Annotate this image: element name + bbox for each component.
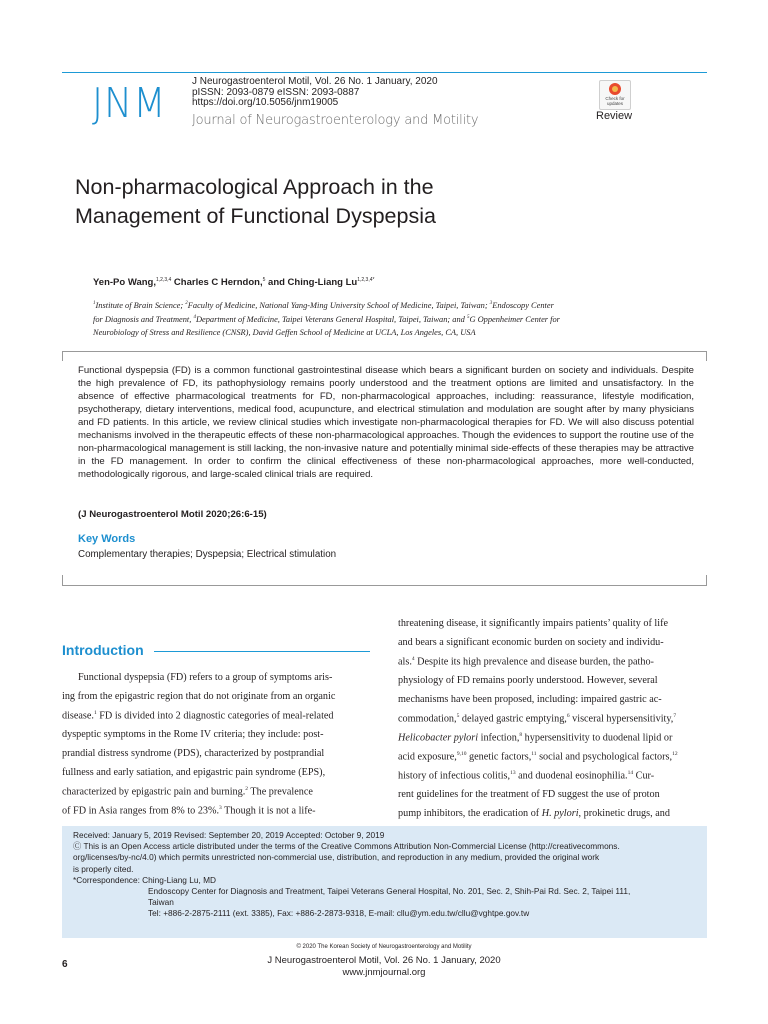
affiliation-line-1: $^1$Institute of Brain Science; $^2$Faculty of Medicine, National Yang-Ming University School of Medicine, Taipei, Taiwan; $^3$Endoscopy Center	[93, 300, 554, 310]
body-line: ing from the epigastric region that do not originate from an organic	[62, 691, 336, 702]
author-list	[93, 277, 374, 288]
abstract-frame-corner	[62, 351, 63, 361]
body-line: Helicobacter pylori infection,$^8$ hypersensitivity to duodenal lipid or	[398, 732, 673, 744]
badge-label: Check for updates	[605, 96, 625, 106]
abstract-text: Functional dyspepsia (FD) is a common functional gastrointestinal disease which bears a significant burden on society and individuals. Despite the high prevalence of FD, its pathophysiology remains poorly understood and the treatment options are limited and unsatisfactory. In the absence of effective pharmacological treatments for FD, non-pharmacological approaches, including: reassurance, lifestyle modification, psychotherapy, dietary interventions, medical food, acupuncture, and electrical stimulation and modulation are sought after by many physicians and FD patients. In this article, we review clinical studies which investigate non-pharmacological therapies for FD. We will also discuss potential mechanisms involved in the therapeutic effects of these non-pharmacological approaches. Though the evidences to support the routine use of the non-pharmacological management is still lacking, the non-invasive nature and potentially minimal side-effects of these therapies may be attractive in the FD management. In order to confirm the clinical effectiveness of these non-pharmacological approaches, more well-conducted, methodologically rigorous, and large-scaled clinical trials are required.	[78, 365, 694, 480]
correspondence-address: Endoscopy Center for Diagnosis and Treatment, Taipei Veterans General Hospital, No. 201, Sec. 2, Shih-Pai Rd. Sec. 2, Taipei 111,	[148, 886, 631, 897]
author-1-affil: 1,2,3,4	[155, 277, 172, 283]
abstract-frame-bottom	[62, 585, 707, 586]
abstract-frame-corner	[706, 351, 707, 361]
journal-citation-line: J Neurogastroenterol Motil, Vol. 26 No. 1 January, 2020	[192, 76, 438, 87]
body-line: history of infectious colitis,$^{13}$ and duodenal eosinophilia.$^{14}$ Cur-	[398, 770, 655, 782]
author-3-affil: 1,2,3,4*	[357, 277, 375, 283]
license-line-3: is properly cited.	[73, 863, 134, 874]
author-3[interactable]: and Ching-Liang Lu	[265, 277, 358, 289]
body-line: fullness and early satiation, and epigastric pain syndrome (EPS),	[62, 767, 326, 778]
journal-issn: pISSN: 2093-0879 eISSN: 2093-0887	[192, 86, 360, 98]
body-line: physiology of FD remains poorly understood. However, several	[398, 675, 658, 686]
article-dates: Received: January 5, 2019 Revised: September 20, 2019 Accepted: October 9, 2019	[73, 830, 385, 840]
abstract-frame-top	[62, 351, 707, 352]
correspondence: *Correspondence: Ching-Liang Lu, MD	[73, 874, 216, 885]
body-line: characterized by epigastric pain and burning.$^2$ The prevalence	[62, 786, 313, 798]
body-line: threatening disease, it significantly impairs patients’ quality of life	[398, 618, 668, 629]
check-for-updates-badge[interactable]	[599, 80, 631, 110]
section-heading-rule	[154, 651, 370, 652]
abstract-frame-corner	[706, 575, 707, 585]
body-line: of FD in Asia ranges from 8% to 23%.$^3$ Though it is not a life-	[62, 805, 316, 817]
doi-link[interactable]: https://doi.org/10.5056/jnm19005	[192, 97, 339, 108]
footer-journal	[0, 955, 768, 978]
body-line: commodation,$^5$ delayed gastric emptying,$^6$ visceral hypersensitivity,$^7$	[398, 713, 677, 725]
keywords-list: Complementary therapies; Dyspepsia; Electrical stimulation	[78, 549, 337, 560]
body-line: mechanisms have been proposed, including: impaired gastric ac-	[398, 694, 662, 705]
header-rule	[62, 72, 707, 73]
body-line: and bears a significant economic burden on society and individu-	[398, 637, 664, 648]
correspondence-address-cont: Taiwan	[148, 897, 174, 908]
copyright-notice: © 2020 The Korean Society of Neurogastroenterology and Motility	[296, 944, 472, 950]
title-line-1: Non-pharmacological Approach in the	[75, 175, 434, 199]
body-line: disease.$^1$ FD is divided into 2 diagnostic categories of meal-related	[62, 710, 334, 722]
article-title	[75, 173, 675, 231]
body-line: Functional dyspepsia (FD) refers to a group of symptoms aris-	[78, 672, 333, 683]
body-line: pump inhibitors, the eradication of H. pylori, prokinetic drugs, and	[398, 808, 670, 819]
affiliation-line-2: for Diagnosis and Treatment, $^4$Department of Medicine, Taipei Veterans General Hospital, Taipei, Taiwan; and $^5$G Oppenheimer Center for	[93, 315, 560, 325]
article-type: Review	[596, 110, 633, 122]
update-icon-center	[612, 86, 618, 92]
author-1[interactable]: Yen-Po Wang,	[93, 277, 156, 289]
body-line: prandial distress syndrome (PDS), characterized by postprandial	[62, 748, 325, 759]
title-line-2: Management of Functional Dyspepsia	[75, 204, 436, 228]
body-line: rent guidelines for the treatment of FD suggest the use of proton	[398, 789, 660, 800]
page-number: 6	[62, 959, 68, 970]
affiliations	[93, 298, 709, 339]
journal-logo: JNM	[92, 79, 167, 127]
affiliation-line-3: Neurobiology of Stress and Resilience (CNSR), David Geffen School of Medicine at UCLA, Los Angeles, CA, USA	[93, 327, 476, 337]
section-heading-introduction: Introduction	[62, 642, 144, 658]
keywords-heading: Key Words	[78, 533, 136, 545]
body-line: acid exposure,$^{9,10}$ genetic factors,$^{11}$ social and psychological factors,$^{12}$	[398, 751, 678, 763]
footer-website[interactable]: www.jnmjournal.org	[342, 966, 426, 978]
abstract-citation: (J Neurogastroenterol Motil 2020;26:6-15)	[78, 509, 267, 520]
body-line: dyspeptic symptoms in the Rome IV criteria; they include: post-	[62, 729, 324, 740]
correspondence-contact[interactable]: Tel: +886-2-2875-2111 (ext. 3385), Fax: +886-2-2873-9318, E-mail: cllu@ym.edu.tw/cllu@vghtpe.gov.tw	[148, 908, 530, 919]
article-info	[73, 830, 701, 920]
journal-name: Journal of Neurogastroenterology and Motility	[192, 113, 479, 128]
license-line-1: Ⓒ This is an Open Access article distributed under the terms of the Creative Commons Attribution Non-Commercial License (http://creativecommons.	[73, 841, 620, 852]
abstract-frame-corner	[62, 575, 63, 585]
body-line: als.$^4$ Despite its high prevalence and disease burden, the patho-	[398, 656, 654, 668]
license-line-2: org/licenses/by-nc/4.0) which permits unrestricted non-commercial use, distribution, and reproduction in any medium, provided the original work	[73, 852, 600, 863]
footer-citation: J Neurogastroenterol Motil, Vol. 26 No. 1 January, 2020	[267, 955, 501, 966]
author-2[interactable]: Charles C Herndon,	[171, 277, 263, 289]
journal-info	[192, 77, 438, 109]
author-2-affil: 5	[262, 277, 266, 283]
